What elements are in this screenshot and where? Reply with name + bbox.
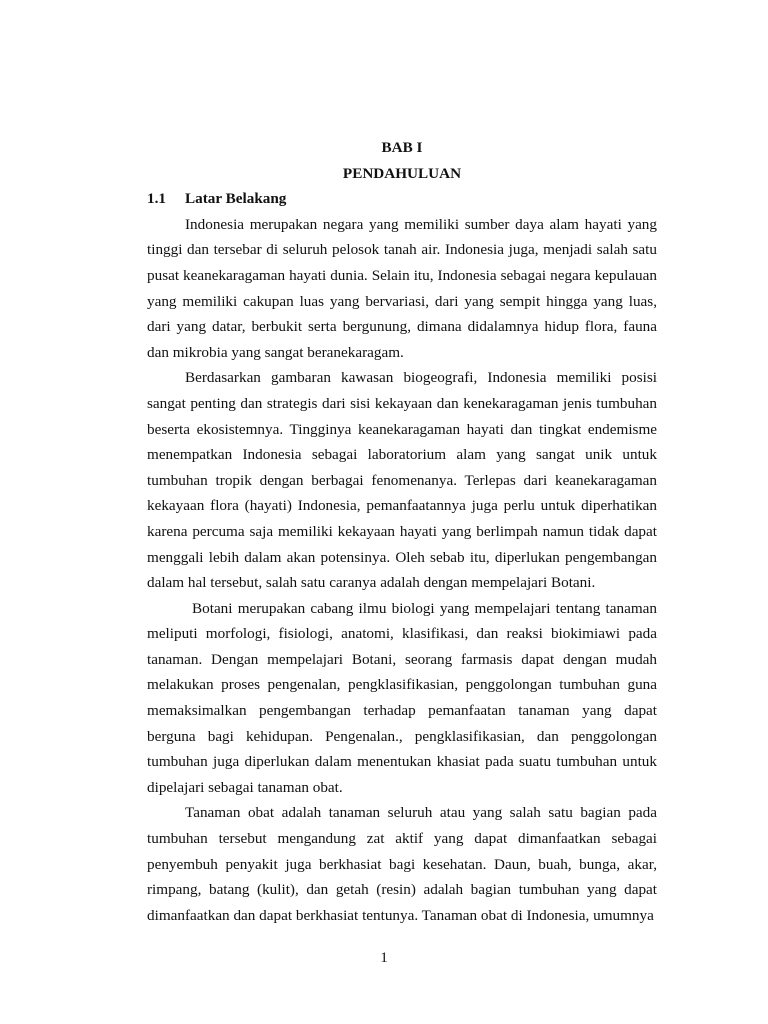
section-heading bbox=[147, 186, 657, 212]
page-number: 1 bbox=[380, 949, 388, 966]
paragraph-3: Botani merupakan cabang ilmu biologi yang mempelajari tentang tanaman meliputi morfologi, fisiologi, anatomi, klasifikasi, dan reaksi biokimiawi pada tanaman. Dengan mempelajari Botani, seorang farmasis dapat dengan mudah melakukan proses pengenalan, pengklasifikasian, penggolongan tumbuhan guna memaksimalkan pengembangan terhadap pemanfaatan tanaman yang dapat berguna bagi kehidupan. Pengenalan., pengklasifikasian, dan penggolongan tumbuhan juga diperlukan dalam menentukan khasiat pada suatu tumbuhan untuk dipelajari sebagai tanaman obat. bbox=[147, 599, 657, 796]
section-number: 1.1 bbox=[147, 190, 166, 208]
paragraph-2: Berdasarkan gambaran kawasan biogeografi, Indonesia memiliki posisi sangat penting dan strategis dari sisi kekayaan dan kenekaragaman jenis tumbuhan beserta ekosistemnya. Tingginya keanekaragaman hayati dan tingkat endemisme menempatkan Indonesia sebagai laboratorium alam yang sangat unik untuk tumbuhan tropik dengan berbagai fenomenanya. Terlepas dari keanekaragaman kekayaan flora (hayati) Indonesia, pemanfaatannya juga perlu untuk diperhatikan karena percuma saja memiliki kekayaan hayati yang berlimpah namun tidak dapat menggali lebih dalam akan potensinya. Oleh sebab itu, diperlukan pengembangan dalam hal tersebut, salah satu caranya adalah dengan mempelajari Botani. bbox=[147, 369, 657, 592]
page-content bbox=[147, 135, 657, 928]
paragraph-1: Indonesia merupakan negara yang memiliki sumber daya alam hayati yang tinggi dan tersebar di seluruh pelosok tanah air. Indonesia juga, menjadi salah satu pusat keanekaragaman hayati dunia. Selain itu, Indonesia sebagai negara kepulauan yang memiliki cakupan luas yang bervariasi, dari yang sempit hingga yang luas, dari yang datar, berbukit serta bergunung, dimana didalamnya hidup flora, fauna dan mikrobia yang sangat beranekaragam. bbox=[147, 215, 657, 361]
paragraph-4: Tanaman obat adalah tanaman seluruh atau yang salah satu bagian pada tumbuhan tersebut mengandung zat aktif yang dapat dimanfaatkan sebagai penyembuh penyakit juga berkhasiat bagi kesehatan. Daun, buah, bunga, akar, rimpang, batang (kulit), dan getah (resin) adalah bagian tumbuhan yang dapat dimanfaatkan dan dapat berkhasiat tentunya. Tanaman obat di Indonesia, umumnya bbox=[147, 804, 657, 924]
chapter-title: PENDAHULUAN bbox=[342, 164, 462, 182]
section-title: Latar Belakang bbox=[185, 190, 287, 208]
chapter-label: BAB I bbox=[381, 139, 423, 156]
